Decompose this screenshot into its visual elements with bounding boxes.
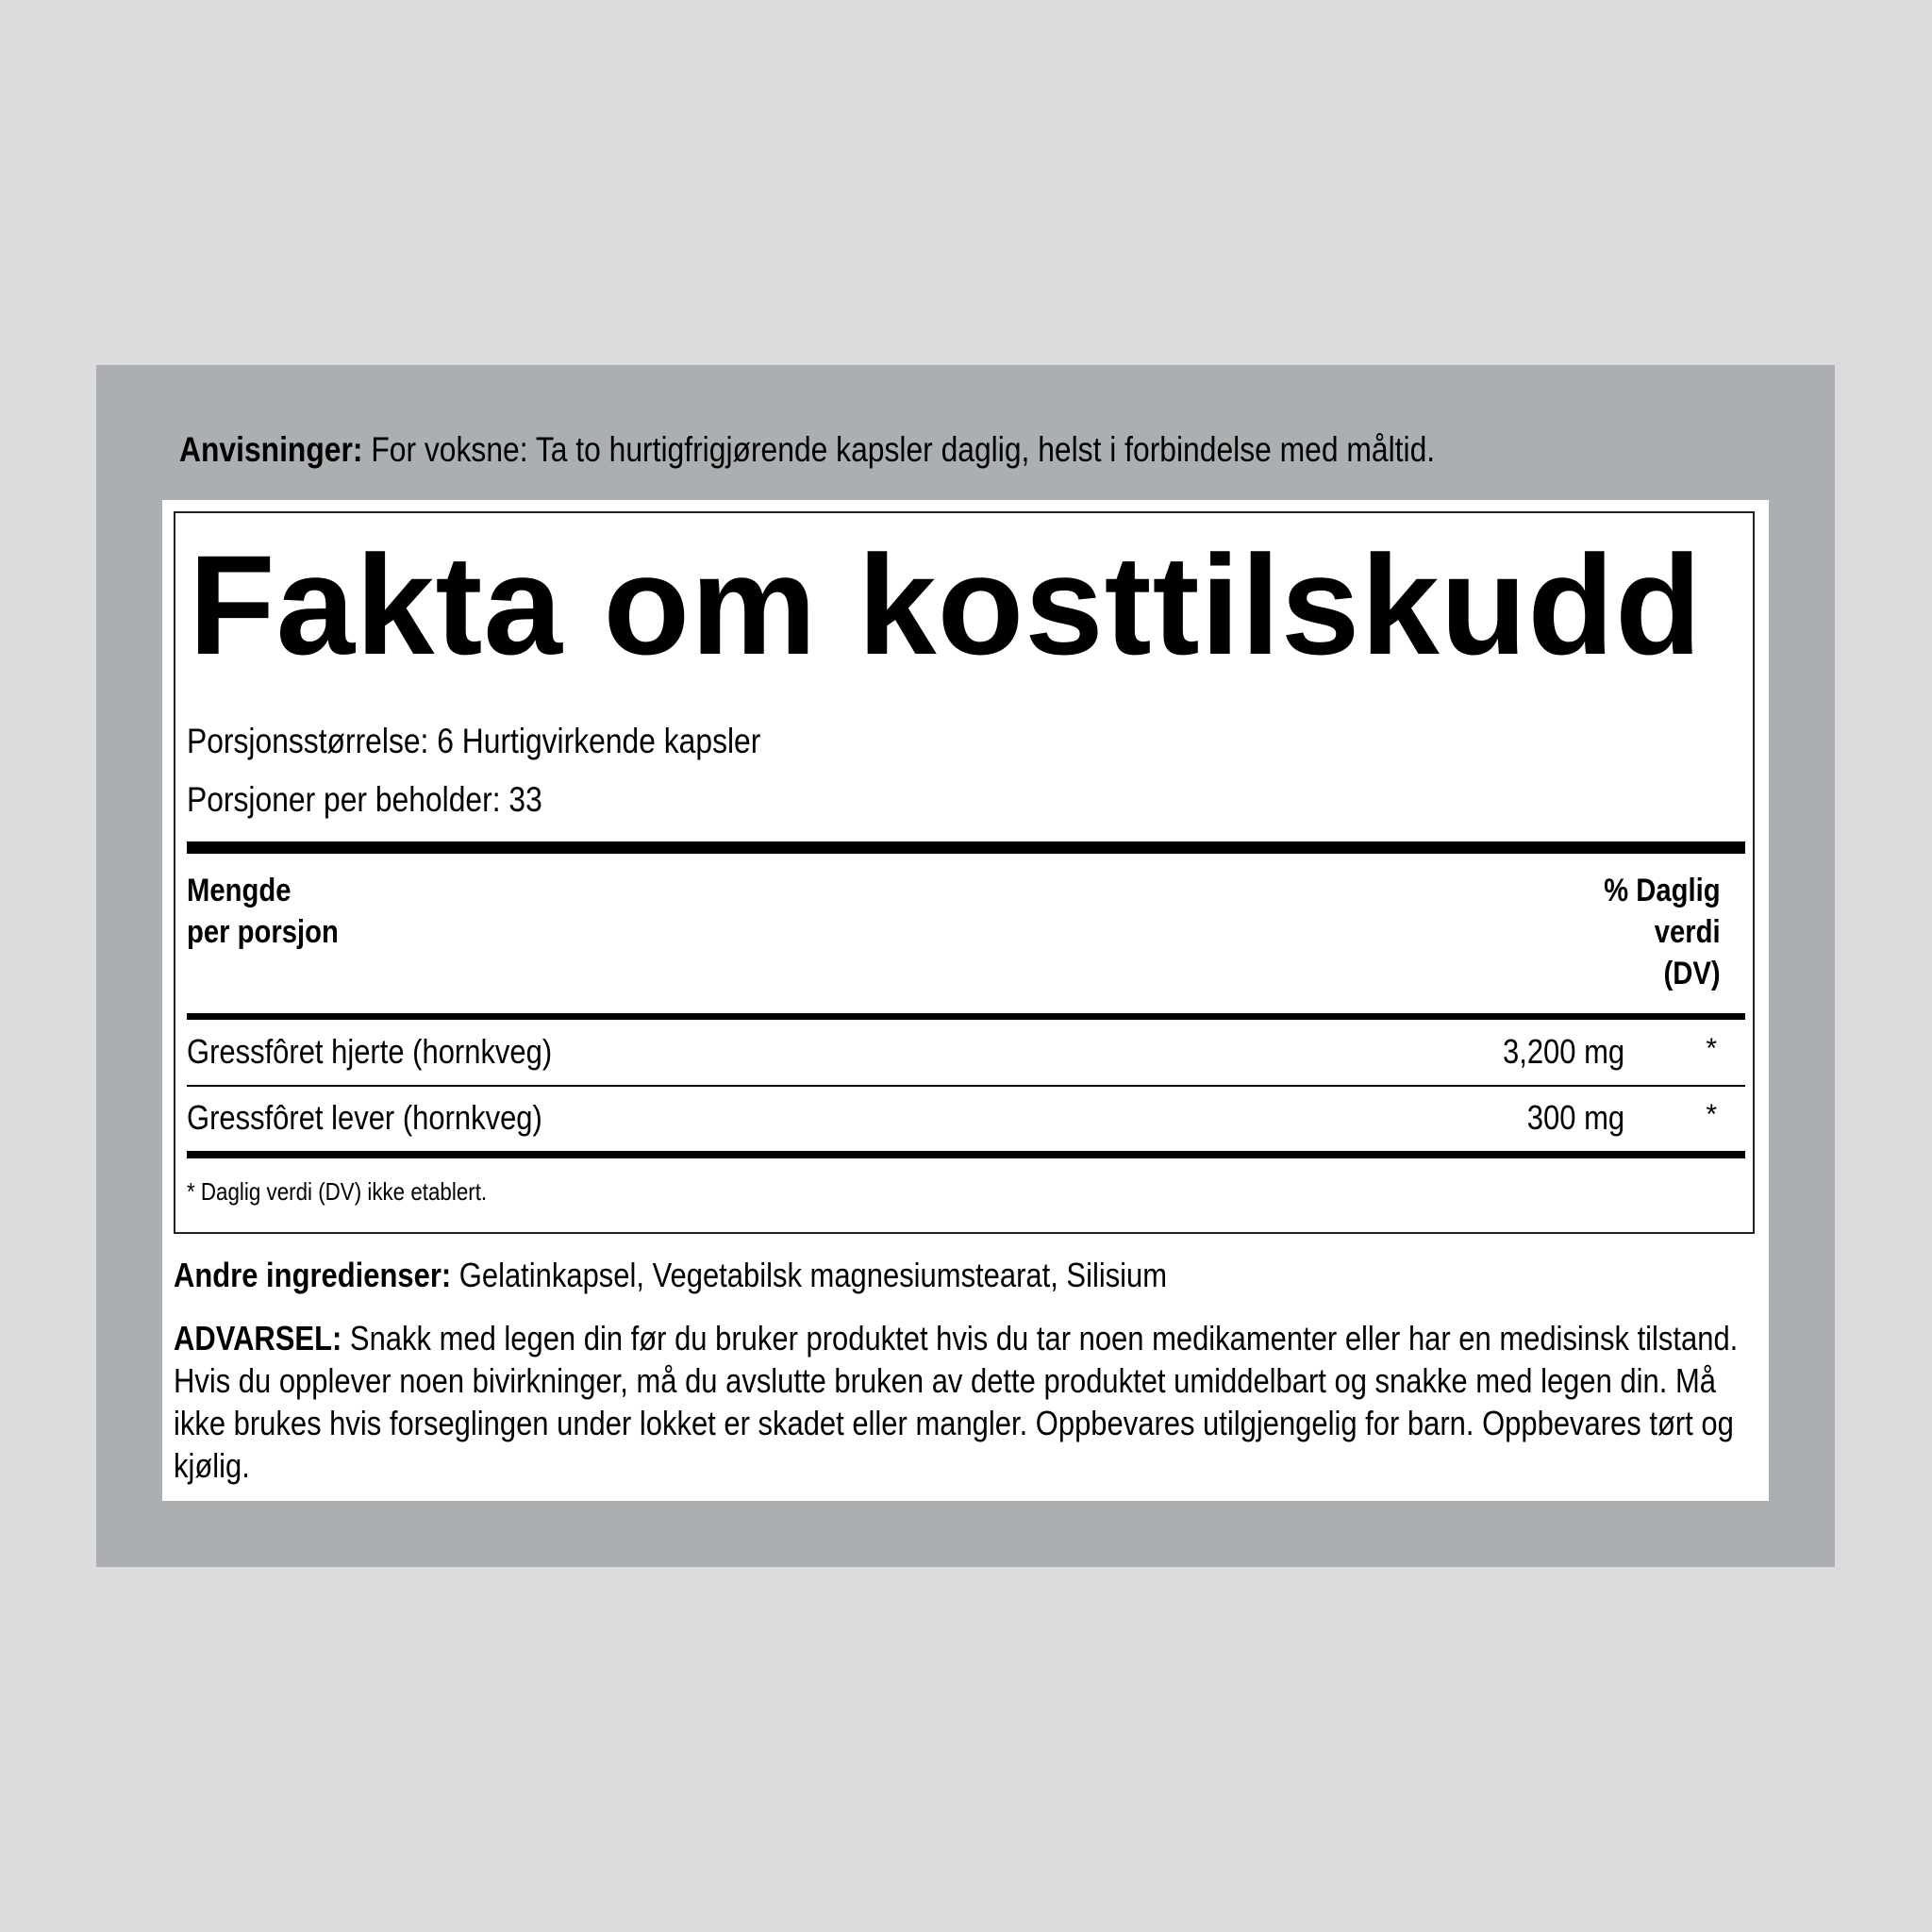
medium-divider bbox=[187, 1013, 1745, 1020]
thick-divider-bottom bbox=[187, 1151, 1745, 1158]
supplement-facts-box bbox=[174, 511, 1755, 1234]
row-name: Gressfôret hjerte (hornkveg) bbox=[187, 1032, 553, 1071]
row-amount: 3,200 mg bbox=[1502, 1032, 1624, 1071]
warning-text: Snakk med legen din før du bruker produktet hvis du tar noen medikamenter eller har en medisinsk tilstand. Hvis du opplever noen bivirkninger, må du avslutte bruken av dette produktet umiddelbart og snakke med legen din. Må ikke brukes hvis forseglingen under lokket er skadet eller mangler. Oppbevares utilgjengelig for barn. Oppbevares tørt og kjølig. bbox=[174, 1319, 1739, 1485]
servings-per-container: Porsjoner per beholder: 33 bbox=[187, 780, 542, 819]
footnote: * Daglig verdi (DV) ikke etablert. bbox=[187, 1177, 488, 1206]
directions-text bbox=[179, 426, 1435, 474]
serving-size: Porsjonsstørrelse: 6 Hurtigvirkende kapsler bbox=[187, 722, 761, 760]
row-daily-value: * bbox=[1706, 1099, 1717, 1130]
directions-body: For voksne: Ta to hurtigfrigjørende kapsler daglig, helst i forbindelse med måltid. bbox=[362, 430, 1436, 469]
other-ingredients-label: Andre ingredienser: bbox=[174, 1256, 452, 1294]
other-ingredients-text: Gelatinkapsel, Vegetabilsk magnesiumstearat, Silisium bbox=[451, 1256, 1168, 1294]
warning-paragraph bbox=[174, 1317, 1774, 1487]
facts-title: Fakta om kosttilskudd bbox=[189, 525, 1703, 684]
amount-header-line2: per porsjon bbox=[187, 914, 339, 950]
daily-value-header bbox=[1605, 870, 1721, 994]
row-name: Gressfôret lever (hornkveg) bbox=[187, 1098, 542, 1137]
dv-header-line2: verdi bbox=[1655, 914, 1721, 950]
row-daily-value: * bbox=[1706, 1033, 1717, 1064]
thick-divider-top bbox=[187, 841, 1745, 854]
dv-header-line3: (DV) bbox=[1663, 956, 1721, 991]
other-ingredients bbox=[174, 1253, 1167, 1298]
thin-divider bbox=[187, 1085, 1745, 1087]
row-amount: 300 mg bbox=[1526, 1098, 1624, 1137]
amount-header-line1: Mengde bbox=[187, 873, 291, 908]
warning-label: ADVARSEL: bbox=[174, 1319, 342, 1357]
directions-label: Anvisninger: bbox=[179, 430, 363, 469]
amount-per-serving-header bbox=[187, 870, 339, 953]
dv-header-line1: % Daglig bbox=[1604, 873, 1721, 908]
